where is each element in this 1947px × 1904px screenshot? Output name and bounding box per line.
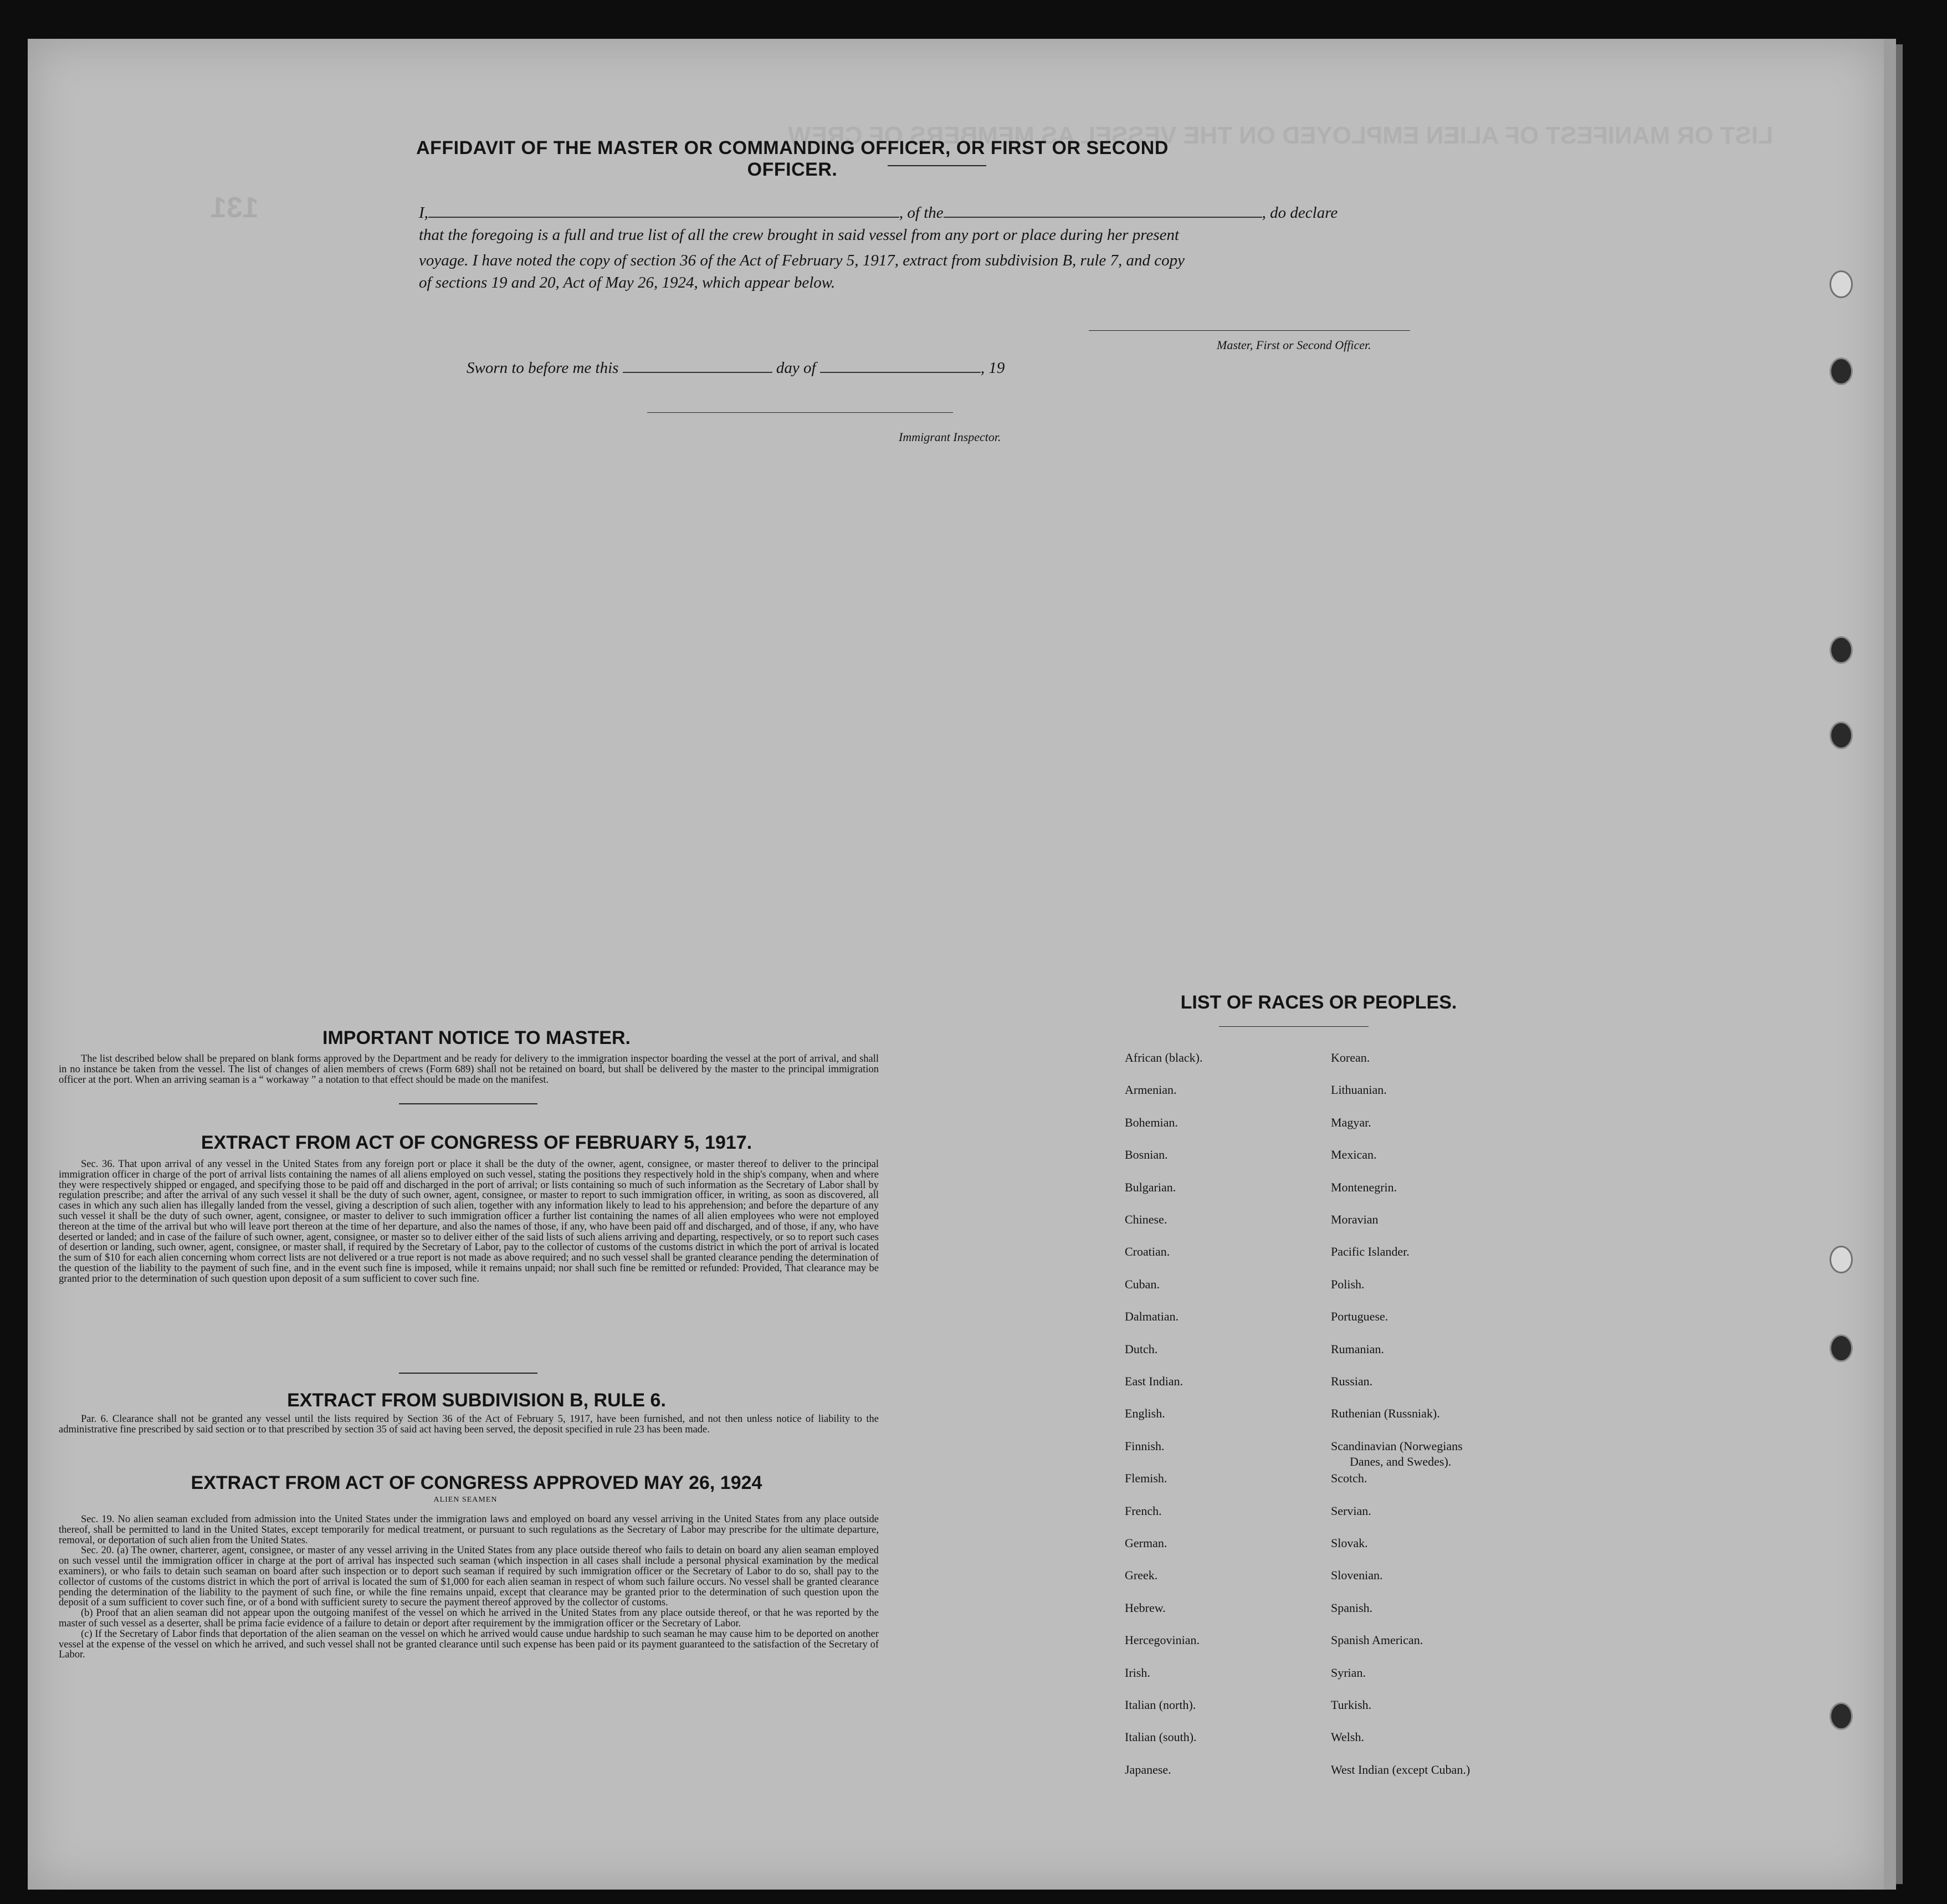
sec20a-text: Sec. 20. (a) The owner, charterer, agent, consignee, or master of any vessel arriving in the United States from any place outside thereof who fails to detain on board any alien seaman employed on such vessel until the immigration officer in charge at the port of arrival has inspected such seaman (which inspection in all cases shall include a personal physical examination by the medical examiners), or who fails to detain such seaman on board after such inspection or to deport such seaman if required by such immigration officer or the Secretary of Labor to do so, shall pay to the collector of customs of the customs district in which the port of arrival is located the sum of $1,000 for each alien seaman in respect of whom such failure occurs. No vessel shall be granted clearance pending the determination of the liability to the payment of such fine, or while the fine remains unpaid, except that clearance may be granted prior to the determination of such question upon the deposit of a sum sufficient to cover such fine, or of a bond with sufficient surety to secure the payment thereof approved by the collector of customs. xyxy=(59,1545,879,1609)
race-item: Bulgarian. xyxy=(1125,1180,1176,1194)
race-item: West Indian (except Cuban.) xyxy=(1331,1762,1471,1777)
race-item: Cuban. xyxy=(1125,1277,1160,1291)
affidavit-line-1 xyxy=(419,202,1449,224)
extract-1917-body xyxy=(59,1159,879,1284)
race-item: Lithuanian. xyxy=(1331,1083,1387,1097)
extract-1917-title: EXTRACT FROM ACT OF CONGRESS OF FEBRUARY 5, 1917. xyxy=(201,1132,752,1153)
race-item: Japanese. xyxy=(1125,1762,1171,1777)
races-divider xyxy=(1219,1026,1369,1027)
inspector-label: Immigrant Inspector. xyxy=(899,430,1001,444)
race-item: Hercegovinian. xyxy=(1125,1633,1200,1647)
race-item: Flemish. xyxy=(1125,1471,1167,1486)
title-divider xyxy=(888,165,986,166)
par6-text: Par. 6. Clearance shall not be granted any vessel until the lists required by Section 36 of the Act of February 5, 1917, have been furnished, and not then unless notice of liability to the administrative fine prescribed by said section or to that prescribed by section 35 of said act having been served, the deposit specified in rule 23 has been made. xyxy=(59,1414,879,1435)
bleed-through-page-number: 131 xyxy=(211,192,259,224)
race-item: Slovak. xyxy=(1331,1536,1368,1550)
race-item: French. xyxy=(1125,1503,1162,1518)
race-item: German. xyxy=(1125,1536,1167,1550)
race-item: Russian. xyxy=(1331,1374,1373,1388)
race-item: Magyar. xyxy=(1331,1115,1371,1129)
extract-1924-body xyxy=(59,1514,879,1660)
page-edge xyxy=(1884,39,1896,1890)
affidavit-line-2: that the foregoing is a full and true list of all the crew brought in said vessel from any port or place during her present xyxy=(419,226,1180,244)
binder-hole xyxy=(1830,1334,1853,1362)
notice-title: IMPORTANT NOTICE TO MASTER. xyxy=(322,1027,631,1048)
race-item: Italian (north). xyxy=(1125,1698,1196,1712)
binder-hole xyxy=(1830,1246,1853,1273)
race-item: Finnish. xyxy=(1125,1439,1165,1453)
month-blank xyxy=(820,371,981,373)
race-item: African (black). xyxy=(1125,1051,1203,1064)
race-item: Korean. xyxy=(1331,1051,1370,1064)
race-item: Dutch. xyxy=(1125,1342,1158,1356)
race-item: Slovenian. xyxy=(1331,1568,1383,1583)
master-signature-line xyxy=(1089,330,1410,331)
page-edge-shadow xyxy=(1896,44,1903,1884)
name-blank xyxy=(428,216,899,218)
sec20c-text: (c) If the Secretary of Labor finds that deportation of the alien seaman on the vessel on which he arrived would cause undue hardship to such seaman he may cause him to be deported on another vessel at the expense of the vessel on which he arrived, and such vessel shall not be granted clearance until such expense has been paid or its payment guaranteed to the satisfaction of the Secretary of Labor. xyxy=(59,1628,879,1661)
binder-hole xyxy=(1830,357,1853,385)
rule6-body xyxy=(59,1414,879,1435)
race-item: Italian (south). xyxy=(1125,1730,1197,1744)
sec36-text: Sec. 36. That upon arrival of any vessel in the United States from any foreign port or place it shall be the duty of the owner, agent, consignee, or master thereof to deliver to the principal immigration officer in charge of the port of arrival lists containing the names of all aliens employed on such vessel, stating the positions they respectively hold in the ship's company, when and where they were respectively shipped or engaged, and specifying those to be paid off and discharged in the port of arrival; or lists containing so much of such information as the Secretary of Labor shall by regulation prescribe; and after the arrival of any such vessel it shall be the duty of such owner, agent, consignee, or master to report to such immigration officer, in writing, as soon as discovered, all cases in which any such alien has illegally landed from the vessel, giving a description of such alien, together with any information likely to lead to his apprehension; and before the departure of any such vessel it shall be the duty of such owner, agent, consignee, or master to deliver to such immigration officer a further list containing the names of all alien employees who were not employed thereon at the time of the arrival but who will leave port thereon at the time of her departure, and also the names of those, if any, who have been paid off and discharged, and of those, if any, who have deserted or landed; and in case of the failure of such owner, agent, consignee, or master so to deliver either of the said lists of such aliens arriving and departing, respectively, or so to report such cases of desertion or landing, such owner, agent, consignee, or master shall, if required by the Secretary of Labor, pay to the collector of customs of the customs district in which the port of arrival is located the sum of $10 for each alien concerning whom correct lists are not delivered or a true report is not made as above required; and no such vessel shall be granted clearance pending the determination of the question of the liability to the payment of such fine, and in the event such fine is imposed, while it remains unpaid; nor shall such fine be remitted or refunded: Provided, That clearance may be granted prior to the determination of such question upon deposit of a sum sufficient to cover such fine. xyxy=(59,1159,879,1284)
sworn-line xyxy=(467,359,1005,377)
affidavit-of-the: , of the xyxy=(899,204,944,222)
race-item: English. xyxy=(1125,1406,1165,1421)
section-divider xyxy=(399,1373,537,1374)
race-item: Montenegrin. xyxy=(1331,1180,1397,1194)
alien-seamen-subtitle: ALIEN SEAMEN xyxy=(433,1496,498,1504)
race-item: Rumanian. xyxy=(1331,1342,1384,1356)
affidavit-declare: , do declare xyxy=(1262,204,1338,222)
sec19-text: Sec. 19. No alien seaman excluded from admission into the United States under the immigration laws and employed on board any vessel arriving in the United States from any place outside thereof, shall be permitted to land in the United States, except temporarily for medical treatment, or pursuant to such regulations as the Secretary of Labor may prescribe for the ultimate departure, removal, or deportation of such alien from the United States. xyxy=(59,1514,879,1546)
binder-hole xyxy=(1830,636,1853,664)
race-item: Welsh. xyxy=(1331,1730,1364,1744)
extract-1924-title: EXTRACT FROM ACT OF CONGRESS APPROVED MAY 26, 1924 xyxy=(191,1472,762,1493)
affidavit-line-4: of sections 19 and 20, Act of May 26, 1924, which appear below. xyxy=(419,274,836,291)
race-item: Pacific Islander. xyxy=(1331,1245,1410,1259)
race-item: Scotch. xyxy=(1331,1471,1367,1486)
race-item: Syrian. xyxy=(1331,1665,1366,1680)
race-item: East Indian. xyxy=(1125,1374,1183,1388)
race-item: Dalmatian. xyxy=(1125,1309,1179,1324)
year-text: , 19 xyxy=(980,359,1005,377)
vessel-blank xyxy=(944,216,1262,218)
binder-hole xyxy=(1830,721,1853,749)
race-item: Ruthenian (Russniak). xyxy=(1331,1406,1440,1421)
sworn-text: Sworn to before me this xyxy=(467,359,619,377)
race-item: Spanish American. xyxy=(1331,1633,1423,1647)
race-item: Danes, and Swedes). xyxy=(1350,1454,1452,1468)
race-item: Spanish. xyxy=(1331,1600,1373,1615)
bleed-through-header: LIST OR MANIFEST OF ALIEN EMPLOYED ON THE VESSEL AS MEMBERS OF CREW. xyxy=(782,122,1773,149)
race-item: Armenian. xyxy=(1125,1083,1177,1097)
sec20b-text: (b) Proof that an alien seaman did not appear upon the outgoing manifest of the vessel on which he arrived in the United States from any place outside thereof, or that he was reported by the master of such vessel as a deserter, shall be prima facie evidence of a failure to detain or deport after requirement by the immigration officer or the Secretary of Labor. xyxy=(59,1608,879,1629)
notice-text: The list described below shall be prepared on blank forms approved by the Department and be ready for delivery to the immigration inspector boarding the vessel at the port of arrival, and shall in no instance be taken from the vessel. The list of changes of alien members of crews (Form 689) shall not be retained on board, but shall be delivered by the master to the principal immigration officer at the port. When an arriving seaman is a “ workaway ” a notation to that effect should be made on the manifest. xyxy=(59,1053,879,1086)
race-item: Chinese. xyxy=(1125,1212,1167,1226)
race-item: Polish. xyxy=(1331,1277,1365,1291)
inspector-signature-line xyxy=(647,412,953,413)
race-item: Moravian xyxy=(1331,1212,1379,1226)
race-item: Hebrew. xyxy=(1125,1600,1166,1615)
affidavit-i: I, xyxy=(419,204,428,222)
race-item: Portuguese. xyxy=(1331,1309,1388,1324)
races-title: LIST OF RACES OR PEOPLES. xyxy=(1180,992,1457,1013)
race-item: Irish. xyxy=(1125,1665,1150,1680)
race-item: Croatian. xyxy=(1125,1245,1170,1259)
race-item: Servian. xyxy=(1331,1503,1371,1518)
sworn-day-blank xyxy=(623,371,772,373)
race-item: Bohemian. xyxy=(1125,1115,1178,1129)
day-of-text: day of xyxy=(776,359,816,377)
race-item: Mexican. xyxy=(1331,1148,1377,1162)
race-item: Greek. xyxy=(1125,1568,1158,1583)
section-divider xyxy=(399,1103,537,1104)
affidavit-line-3: voyage. I have noted the copy of section 36 of the Act of February 5, 1917, extract from subdivision B, rule 7, and copy xyxy=(419,252,1185,269)
notice-body xyxy=(59,1054,879,1085)
race-item: Scandinavian (Norwegians xyxy=(1331,1439,1463,1453)
affidavit-title: AFFIDAVIT OF THE MASTER OR COMMANDING OFFICER, OR FIRST OR SECOND OFFICER. xyxy=(416,137,1169,180)
rule6-title: EXTRACT FROM SUBDIVISION B, RULE 6. xyxy=(287,1390,666,1411)
binder-hole xyxy=(1830,1702,1853,1730)
race-item: Bosnian. xyxy=(1125,1148,1168,1162)
master-label: Master, First or Second Officer. xyxy=(1217,338,1371,352)
binder-hole xyxy=(1830,270,1853,298)
race-item: Turkish. xyxy=(1331,1698,1372,1712)
